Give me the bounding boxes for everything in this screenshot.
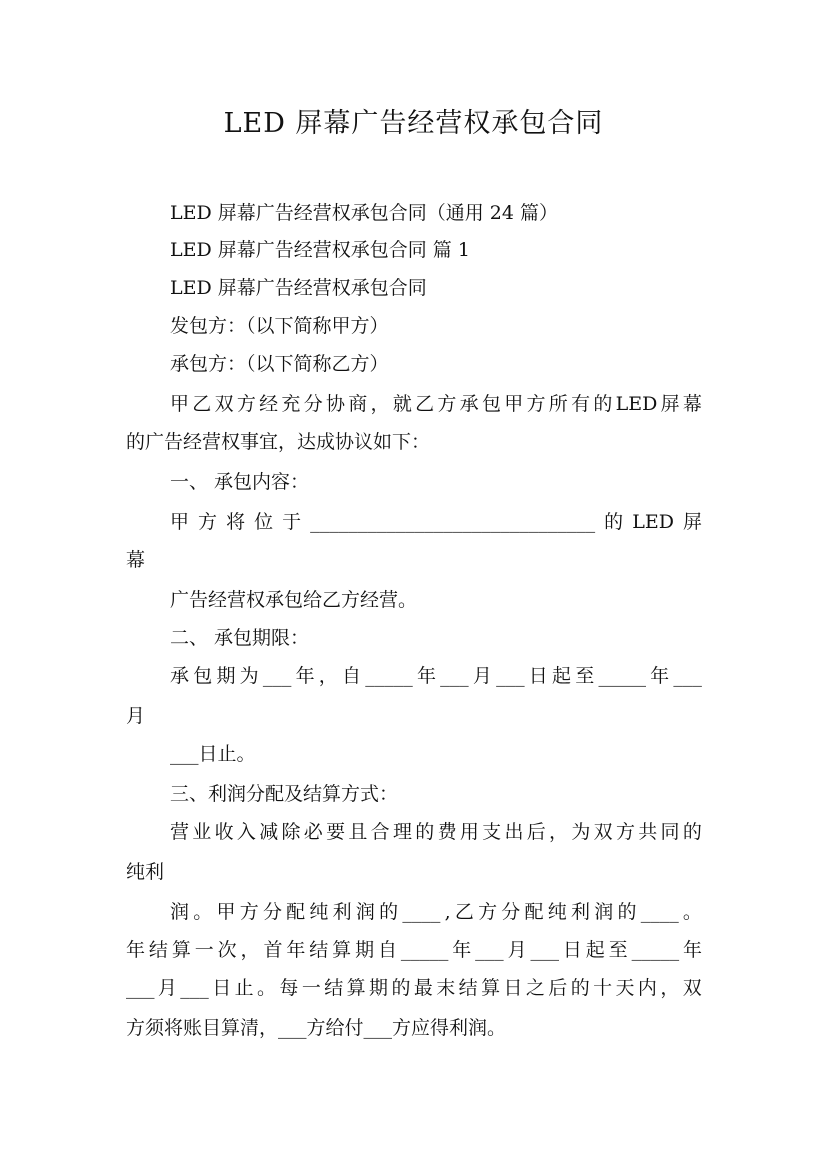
paragraph-line: 方须将账目算清，___方给付___方应得利润。 <box>126 1017 507 1039</box>
paragraph-line: 润 。 甲 方 分 配 纯 利 润 的 ____ , 乙 方 分 配 纯 利 润 的 ____ 。 <box>170 901 702 923</box>
paragraph-line: 甲 乙 双 方 经 充 分 协 商 ， 就 乙 方 承 包 甲 方 所 有 的 LED 屏 幕 <box>170 393 702 415</box>
paragraph-line: LED 屏幕广告经营权承包合同 <box>170 277 427 299</box>
paragraph-line: ___日止。 <box>170 743 256 765</box>
document-title: LED 屏幕广告经营权承包合同 <box>223 108 604 139</box>
paragraph-line: 纯利 <box>126 861 165 883</box>
paragraph-line: 月 <box>126 705 146 727</box>
paragraph-line: LED 屏幕广告经营权承包合同（通用 24 篇） <box>170 202 559 224</box>
section-heading: 二、 承包期限： <box>170 627 310 649</box>
paragraph-line: 的广告经营权事宜，达成协议如下： <box>126 431 431 453</box>
paragraph-line: 广告经营权承包给乙方经营。 <box>170 589 418 611</box>
paragraph-line: 营 业 收 入 减 除 必 要 且 合 理 的 费 用 支 出 后 ， 为 双 方 共 同 的 <box>170 821 702 843</box>
paragraph-line: 承 包 期 为 ___ 年 ， 自 _____ 年 ___ 月 ___ 日 起 至 _____ 年 ___ <box>170 665 702 687</box>
paragraph-line: 甲 方 将 位 于 ______________________________ 的 LED 屏 <box>170 511 702 533</box>
section-heading: 一、 承包内容： <box>170 471 310 493</box>
paragraph-line: 发包方：（以下简称甲方） <box>170 315 389 337</box>
section-heading: 三、利润分配及结算方式： <box>170 783 399 805</box>
paragraph-line: 承包方：（以下简称乙方） <box>170 353 389 375</box>
paragraph-line: 年 结 算 一 次 ， 首 年 结 算 期 自 _____ 年 ___ 月 ___ 日 起 至 _____ 年 <box>126 939 702 961</box>
paragraph-line: 幕 <box>126 549 146 571</box>
paragraph-line: LED 屏幕广告经营权承包合同 篇 1 <box>170 239 470 261</box>
paragraph-line: ___ 月 ___ 日 止 。 每 一 结 算 期 的 最 末 结 算 日 之 后 的 十 天 内 ， 双 <box>126 977 702 999</box>
